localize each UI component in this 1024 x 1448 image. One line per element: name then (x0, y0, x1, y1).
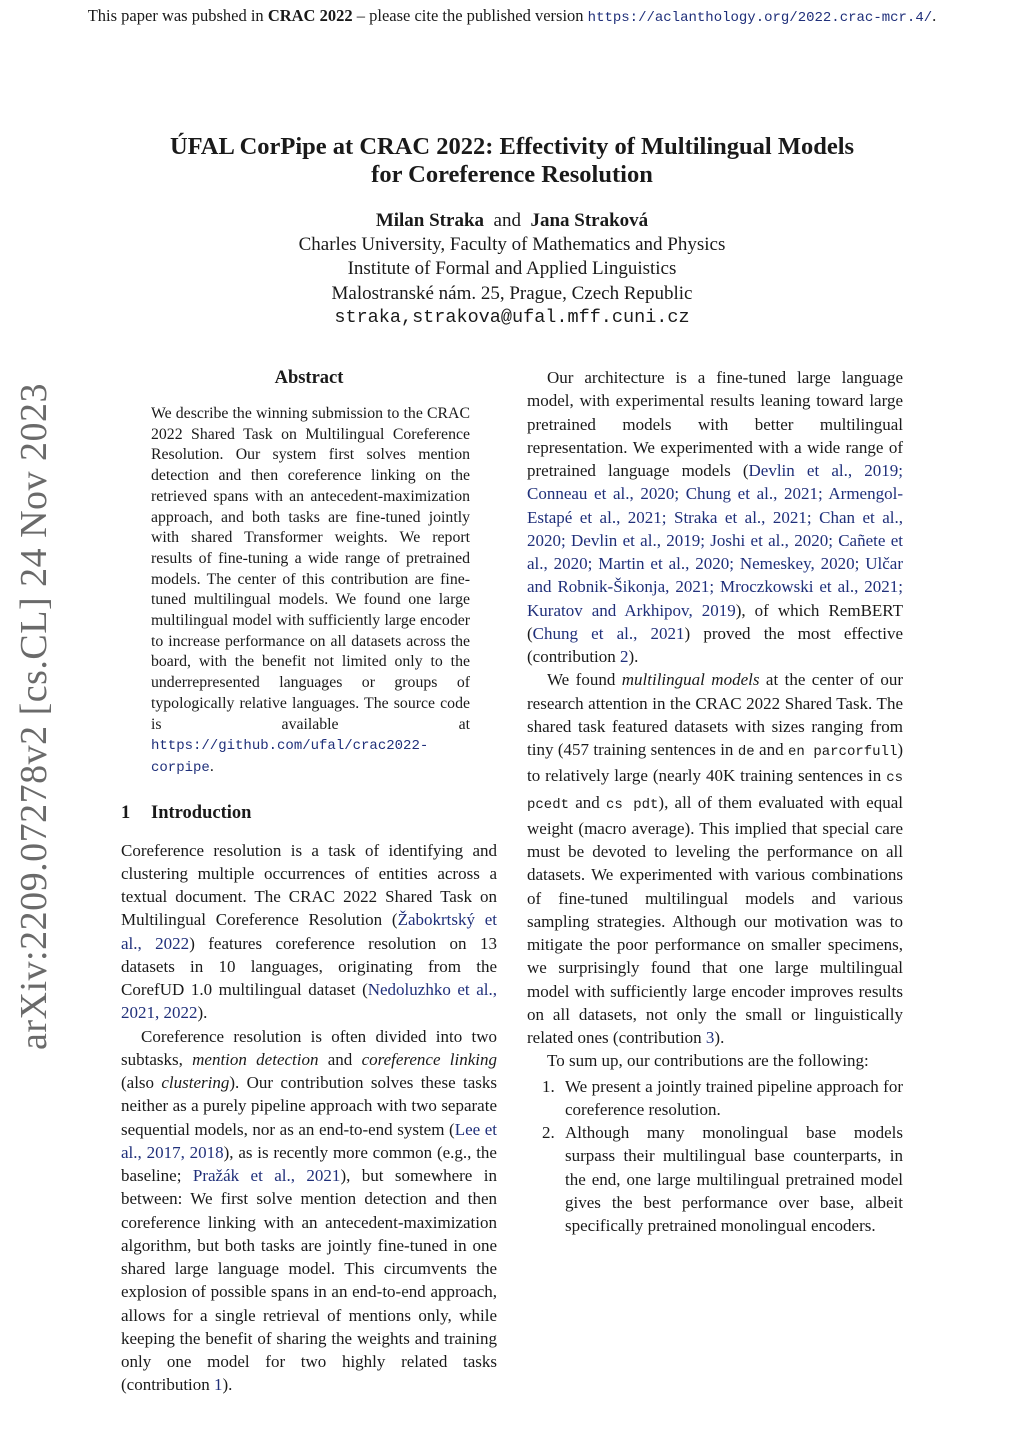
arxiv-identifier-stamp: arXiv:2209.07278v2 [cs.CL] 24 Nov 2023 (13, 382, 55, 1050)
banner-prefix: This paper was pubshed in (87, 6, 268, 25)
published-version-link[interactable]: https://aclanthology.org/2022.crac-mcr.4/ (587, 10, 933, 26)
emphasis: clustering (161, 1073, 230, 1093)
citation-nedoluzhko[interactable]: Nedoluzhko et al., 2021, 2022 (121, 980, 497, 1023)
dataset-code: cs pcedt (527, 770, 903, 813)
list-number: 2. (542, 1123, 555, 1142)
emphasis: multilingual models (621, 670, 760, 690)
text-span: ), but somewhere in between: We first solve mention detection and then coreference linking with an antecedent-maximization algorithm, but both tasks are jointly fine-tuned in one shared large language model. This circumvents the explosion of possible spans in an end-to-end approach, allows for a single retrieval of mentions only, while keeping the benefit of sharing the weights and training only one model for two highly related tasks (contribution (121, 1166, 497, 1395)
emphasis: coreference linking (361, 1049, 498, 1069)
text-span: We found (547, 670, 622, 690)
author-block (112, 209, 912, 330)
text-span: ) to relatively large (nearly 40K training sentences in (527, 740, 904, 786)
author-names (112, 209, 912, 233)
citation-lee[interactable]: Lee et al., 2017, 2018 (121, 1119, 498, 1162)
intro-paragraph-5: To sum up, our contributions are the following: (547, 1051, 869, 1071)
text-span: and (569, 792, 607, 812)
text-span: at the center of our research attention in the CRAC 2022 Shared Task. The shared task featured datasets with sizes ranging from tiny (457 training sentences in (527, 670, 903, 759)
citation-chung-2021[interactable]: Chung et al., 2021 (532, 623, 685, 643)
text-span: and (754, 740, 788, 759)
intro-paragraph-2 (121, 1025, 497, 1397)
author-2: Jana Straková (530, 210, 649, 231)
right-column (527, 366, 903, 1237)
text-span: ). (714, 1028, 725, 1047)
contributions-list (527, 1075, 903, 1238)
abstract-heading: Abstract (274, 368, 344, 388)
contribution-ref-3[interactable]: 3 (705, 1028, 715, 1047)
citation-list-pretrained-models[interactable]: Devlin et al., 2019; Conneau et al., 2020; Chung et al., 2021; Armengol-Estapé et al., 2021; Straka et al., 2021; Chan et al., 2020; Devlin et al., 2019; Joshi et al., 2020; Cañete et al., 2020; Martin et al., 2020; Nemeskey, 2020; Ulčar and Robnik-Šikonja, 2021; Mroczkowski et al., 2021; Kuratov and Arkhipov, 2019 (527, 461, 903, 620)
text-span: ) proved the most effective (contribution (527, 623, 903, 666)
text-span: Coreference resolution is often divided into two subtasks, (121, 1026, 497, 1069)
publication-banner (0, 6, 1024, 26)
abstract-end: . (209, 757, 214, 775)
text-span: (also (121, 1073, 162, 1093)
dataset-code: de (737, 744, 755, 760)
text-span: ). (628, 647, 639, 666)
banner-middle: – please cite the published version (352, 6, 588, 25)
intro-paragraph-3 (527, 366, 903, 668)
text-span: and (318, 1049, 362, 1069)
author-email: straka,strakova@ufal.mff.cuni.cz (334, 306, 690, 328)
contribution-ref-2[interactable]: 2 (620, 647, 629, 666)
section-number: 1 (121, 802, 131, 823)
text-span: Our architecture is a fine-tuned large language model, with experimental results leaning toward large pretrained models with better multilingual representation. We experimented with a wide range of pretrained language models ( (527, 368, 903, 480)
list-number: 1. (542, 1076, 555, 1096)
text-span: ). Our contribution solves these tasks neither as a purely pipeline approach with two separate sequential models, nor as an end-to-end system ( (121, 1073, 497, 1139)
title-line-2: for Coreference Resolution (371, 161, 653, 188)
section-heading-introduction (121, 801, 497, 825)
paper-title (112, 133, 912, 189)
text-span: ). (222, 1375, 233, 1395)
intro-paragraph-4 (527, 668, 903, 1049)
text-span: ), of which RemBERT ( (527, 600, 903, 643)
title-line-1: ÚFAL CorPipe at CRAC 2022: Effectivity of Multilingual Models (169, 133, 855, 160)
text-span: Coreference resolution is a task of identifying and clustering multiple occurrences of entities across a textual document. The CRAC 2022 Shared Task on Multilingual Coreference Resolution ( (121, 840, 497, 930)
emphasis: mention detection (192, 1049, 319, 1069)
text-span: ), all of them evaluated with equal weight (macro average). This implied that special care must be devoted to leveling the performance on all datasets. We experimented with various combinations of fine-tuned multilingual models and various sampling strategies. Although our motivation was to mitigate the poor performance on smaller specimens, we surprisingly found that one large multilingual model with sufficiently large encoder improves results on all datasets, not only the small or linguistically related ones (contribution (527, 792, 903, 1047)
banner-venue: CRAC 2022 (267, 6, 353, 25)
dataset-code: en parcorfull (787, 744, 898, 760)
affiliation-1: Charles University, Faculty of Mathematics and Physics (298, 234, 726, 256)
author-conjunction: and (493, 210, 521, 231)
list-text: We present a jointly trained pipeline approach for coreference resolution. (565, 1076, 903, 1119)
abstract-text: We describe the winning submission to the CRAC 2022 Shared Task on Multilingual Coreference Resolution. Our system first solves mention detection and then coreference linking on the retrieved spans with an antecedent-maximization approach, and both tasks are fine-tuned jointly with shared Transformer weights. We report results of fine-tuning a wide range of pretrained models. The center of this contribution are fine-tuned multilingual models. We found one large multilingual model with sufficiently large encoder to increase performance on all datasets across the board, with the benefit not limited only to the underrepresented languages or groups of typologically relative languages. The source code is available at (151, 405, 470, 733)
address: Malostranské nám. 25, Prague, Czech Republic (331, 282, 693, 304)
citation-prazak-2021[interactable]: Pražák et al., 2021 (192, 1166, 341, 1186)
author-1: Milan Straka (375, 210, 485, 231)
left-column (121, 366, 497, 1397)
list-text: Although many monolingual base models surpass their multilingual base counterparts, in the end, one large multilingual pretrained model gives the best performance over base, albeit specifically pretrained monolingual encoders. (565, 1123, 903, 1235)
abstract-body (151, 404, 470, 779)
intro-paragraph-1 (121, 839, 497, 1025)
list-item (527, 1121, 903, 1237)
text-span: ), as is recently more common (e.g., the baseline; (121, 1142, 497, 1186)
source-code-link[interactable]: https://github.com/ufal/crac2022-corpipe (151, 738, 429, 776)
text-span: ) features coreference resolution on 13 datasets in 10 languages, originating from the CorefUD 1.0 multilingual dataset ( (121, 933, 497, 1000)
citation-zabokrtsky-2022[interactable]: Žabokrtský et al., 2022 (121, 910, 497, 953)
section-title: Introduction (151, 802, 252, 823)
banner-suffix: . (932, 6, 937, 25)
affiliation-2: Institute of Formal and Applied Linguistics (347, 258, 677, 280)
text-span: ). (197, 1003, 208, 1023)
dataset-code: cs pdt (606, 796, 659, 813)
contribution-ref-1[interactable]: 1 (214, 1375, 223, 1395)
list-item (527, 1075, 903, 1122)
